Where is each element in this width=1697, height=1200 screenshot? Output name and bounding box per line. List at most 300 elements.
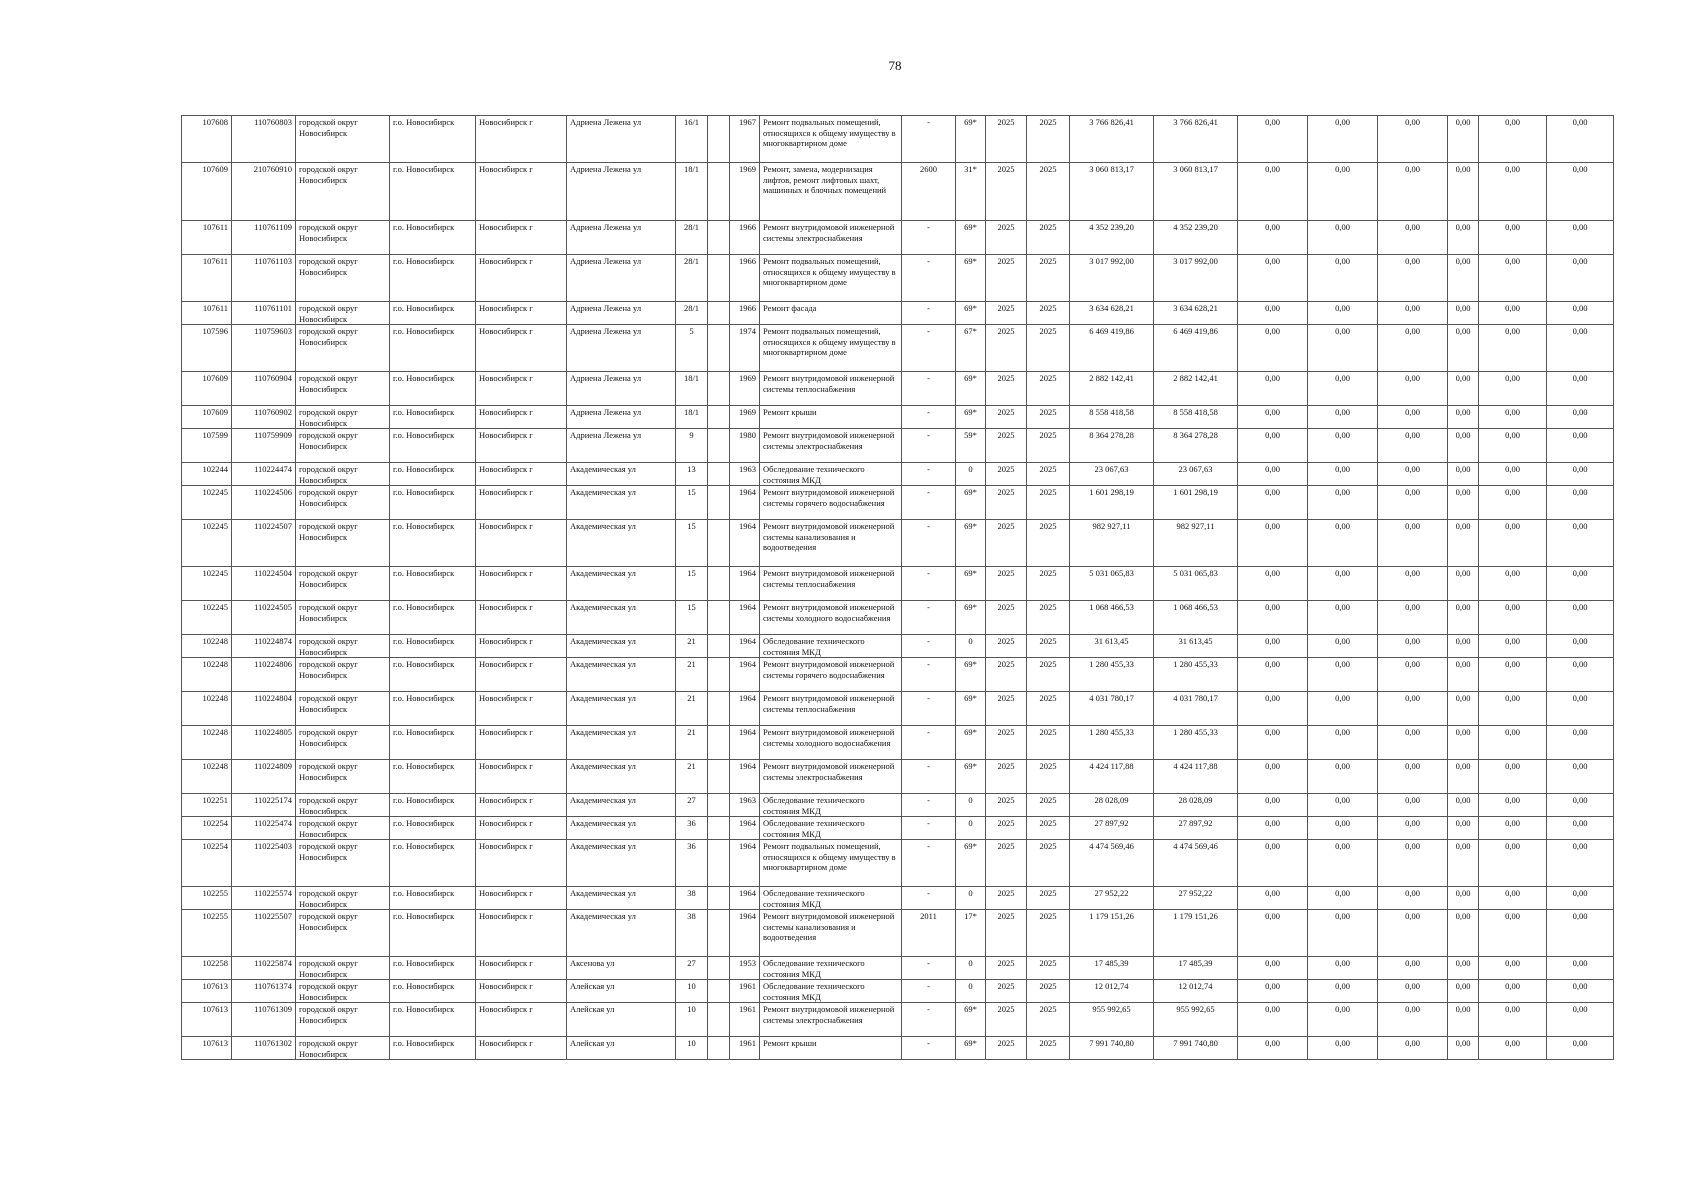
table-cell: 0,00 [1308, 302, 1378, 325]
table-cell: Новосибирск г [476, 601, 567, 635]
table-cell: - [902, 957, 956, 980]
table-cell: 0,00 [1448, 658, 1479, 692]
table-row [182, 486, 1614, 520]
table-cell: г.о. Новосибирск [390, 486, 476, 520]
table-cell: 2025 [1027, 302, 1070, 325]
table-cell: 28/1 [676, 221, 708, 255]
table-cell: Новосибирск г [476, 163, 567, 221]
table-cell: Ремонт внутридомовой инженерной системы канализования и водоотведения [760, 520, 902, 567]
table-cell: 23 067,63 [1070, 463, 1154, 486]
table-cell: 0,00 [1479, 520, 1547, 567]
table-cell [708, 635, 730, 658]
table-cell: 4 352 239,20 [1154, 221, 1238, 255]
page-number: 78 [888, 58, 902, 73]
table-cell: 0,00 [1479, 372, 1547, 406]
table-cell: 0,00 [1378, 1037, 1448, 1060]
table-cell [708, 372, 730, 406]
table-cell: 0,00 [1238, 372, 1308, 406]
table-cell: Новосибирск г [476, 817, 567, 840]
table-cell: 1 280 455,33 [1070, 658, 1154, 692]
table-cell: 0,00 [1479, 1037, 1547, 1060]
table-cell: городской округ Новосибирск [296, 760, 390, 794]
table-cell: Академическая ул [567, 601, 676, 635]
table-row [182, 163, 1614, 221]
table-cell: 1964 [730, 567, 760, 601]
table-cell: г.о. Новосибирск [390, 163, 476, 221]
table-cell: 69* [956, 406, 986, 429]
table-cell: 0,00 [1448, 601, 1479, 635]
table-cell: 0,00 [1547, 567, 1614, 601]
table-cell: 0,00 [1238, 406, 1308, 429]
table-cell: городской округ Новосибирск [296, 840, 390, 887]
table-cell: 2025 [1027, 372, 1070, 406]
table-row [182, 221, 1614, 255]
table-cell: 0,00 [1378, 163, 1448, 221]
table-cell: 110224506 [232, 486, 296, 520]
table-cell: 0,00 [1378, 221, 1448, 255]
table-cell: 2025 [1027, 255, 1070, 302]
table-cell: 0,00 [1448, 692, 1479, 726]
table-cell: 107609 [182, 406, 232, 429]
table-cell: Ремонт внутридомовой инженерной системы электроснабжения [760, 1003, 902, 1037]
table-cell: 2025 [986, 116, 1027, 163]
table-cell: Академическая ул [567, 658, 676, 692]
table-cell: 0,00 [1378, 601, 1448, 635]
table-cell: г.о. Новосибирск [390, 840, 476, 887]
table-cell: г.о. Новосибирск [390, 1003, 476, 1037]
table-cell: 69* [956, 840, 986, 887]
table-cell: 1964 [730, 760, 760, 794]
table-cell: 2025 [986, 372, 1027, 406]
table-cell: 1964 [730, 635, 760, 658]
table-cell: Академическая ул [567, 520, 676, 567]
table-cell: Новосибирск г [476, 1003, 567, 1037]
table-cell: 69* [956, 255, 986, 302]
table-cell: Новосибирск г [476, 406, 567, 429]
table-row [182, 817, 1614, 840]
table-cell: - [902, 520, 956, 567]
table-cell: 2025 [986, 463, 1027, 486]
table-cell: 0,00 [1448, 486, 1479, 520]
table-cell: Адриена Лежена ул [567, 325, 676, 372]
table-cell: 1 601 298,19 [1154, 486, 1238, 520]
table-cell: 1 179 151,26 [1070, 910, 1154, 957]
table-cell: - [902, 429, 956, 463]
table-cell [708, 520, 730, 567]
table-cell: 1969 [730, 163, 760, 221]
table-cell: 0,00 [1378, 910, 1448, 957]
table-cell: - [902, 658, 956, 692]
table-cell: 8 364 278,28 [1154, 429, 1238, 463]
table-cell: Новосибирск г [476, 302, 567, 325]
table-cell: 0 [956, 794, 986, 817]
table-cell: - [902, 794, 956, 817]
table-cell: 4 474 569,46 [1154, 840, 1238, 887]
table-cell: Новосибирск г [476, 910, 567, 957]
table-cell: 0,00 [1448, 794, 1479, 817]
table-cell: 107613 [182, 980, 232, 1003]
table-cell: 3 060 813,17 [1154, 163, 1238, 221]
table-cell: 23 067,63 [1154, 463, 1238, 486]
table-cell: 110760803 [232, 116, 296, 163]
table-cell: 0,00 [1547, 887, 1614, 910]
table-cell: 3 634 628,21 [1154, 302, 1238, 325]
table-cell: 2025 [986, 486, 1027, 520]
table-cell: 0,00 [1547, 486, 1614, 520]
table-cell: Ремонт подвальных помещений, относящихся к общему имуществу в многоквартирном доме [760, 840, 902, 887]
table-cell: городской округ Новосибирск [296, 486, 390, 520]
table-cell: 210760910 [232, 163, 296, 221]
table-cell: 0,00 [1238, 910, 1308, 957]
table-cell: - [902, 406, 956, 429]
table-cell: 13 [676, 463, 708, 486]
table-row [182, 1037, 1614, 1060]
table-cell: 0,00 [1238, 957, 1308, 980]
table-cell: г.о. Новосибирск [390, 887, 476, 910]
table-cell: 2025 [986, 840, 1027, 887]
table-cell: Новосибирск г [476, 887, 567, 910]
table-cell: 0,00 [1308, 221, 1378, 255]
table-cell: 18/1 [676, 372, 708, 406]
table-cell: 110224474 [232, 463, 296, 486]
table-cell: 0,00 [1238, 601, 1308, 635]
table-cell: 0,00 [1448, 957, 1479, 980]
table-cell [708, 692, 730, 726]
table-cell: 1964 [730, 817, 760, 840]
table-cell: городской округ Новосибирск [296, 957, 390, 980]
table-cell: 110224809 [232, 760, 296, 794]
table-cell: 0,00 [1308, 1037, 1378, 1060]
table-row [182, 372, 1614, 406]
table-row [182, 887, 1614, 910]
table-cell: 102258 [182, 957, 232, 980]
table-cell: 0 [956, 957, 986, 980]
table-row [182, 1003, 1614, 1037]
table-cell: 1964 [730, 692, 760, 726]
table-cell: 0,00 [1448, 1037, 1479, 1060]
table-cell: 0,00 [1448, 302, 1479, 325]
table-row [182, 567, 1614, 601]
table-cell: Новосибирск г [476, 794, 567, 817]
table-cell: 0,00 [1238, 1037, 1308, 1060]
table-cell: 2025 [1027, 794, 1070, 817]
table-cell: 2025 [986, 957, 1027, 980]
table-cell: Академическая ул [567, 486, 676, 520]
table-cell: 17 485,39 [1070, 957, 1154, 980]
table-row [182, 794, 1614, 817]
table-cell: 28/1 [676, 302, 708, 325]
table-cell: 69* [956, 520, 986, 567]
table-cell: Алейская ул [567, 1037, 676, 1060]
table-cell: 0,00 [1238, 658, 1308, 692]
table-cell: 0,00 [1448, 463, 1479, 486]
table-cell: 17* [956, 910, 986, 957]
table-cell: Новосибирск г [476, 325, 567, 372]
table-cell: Адриена Лежена ул [567, 302, 676, 325]
table-cell: Обследование технического состояния МКД [760, 794, 902, 817]
table-cell: 102245 [182, 567, 232, 601]
table-cell: 110224874 [232, 635, 296, 658]
table-body [182, 116, 1614, 1060]
table-cell: 0,00 [1238, 221, 1308, 255]
table-cell: 0,00 [1479, 302, 1547, 325]
table-cell: Новосибирск г [476, 692, 567, 726]
table-cell: 0,00 [1547, 760, 1614, 794]
table-cell: 0,00 [1448, 567, 1479, 601]
table-cell: городской округ Новосибирск [296, 221, 390, 255]
table-cell [708, 116, 730, 163]
table-cell: 31 613,45 [1154, 635, 1238, 658]
table-cell: 12 012,74 [1070, 980, 1154, 1003]
table-cell: 0,00 [1448, 726, 1479, 760]
table-cell: 982 927,11 [1154, 520, 1238, 567]
table-cell: 0,00 [1308, 726, 1378, 760]
table-cell: Ремонт крыши [760, 406, 902, 429]
table-cell: 0,00 [1448, 325, 1479, 372]
table-cell: 0,00 [1547, 1037, 1614, 1060]
table-cell [708, 726, 730, 760]
table-cell: г.о. Новосибирск [390, 635, 476, 658]
table-cell [708, 957, 730, 980]
table-cell: 110760902 [232, 406, 296, 429]
table-cell: 0,00 [1479, 726, 1547, 760]
table-cell: городской округ Новосибирск [296, 887, 390, 910]
table-cell: Адриена Лежена ул [567, 163, 676, 221]
table-cell: 107611 [182, 302, 232, 325]
table-cell: г.о. Новосибирск [390, 406, 476, 429]
table-cell: 0,00 [1308, 980, 1378, 1003]
table-cell: 2025 [1027, 221, 1070, 255]
table-row [182, 116, 1614, 163]
table-cell: Ремонт внутридомовой инженерной системы теплоснабжения [760, 372, 902, 406]
table-cell: 69* [956, 302, 986, 325]
table-cell: 28 028,09 [1070, 794, 1154, 817]
table-cell: 0,00 [1308, 116, 1378, 163]
table-cell: Ремонт подвальных помещений, относящихся к общему имуществу в многоквартирном доме [760, 325, 902, 372]
table-cell: 0,00 [1479, 429, 1547, 463]
table-cell: 110759909 [232, 429, 296, 463]
table-cell: 0,00 [1479, 406, 1547, 429]
table-cell: 0,00 [1547, 980, 1614, 1003]
table-cell: 2025 [1027, 887, 1070, 910]
table-cell: 27 897,92 [1154, 817, 1238, 840]
table-cell: - [902, 980, 956, 1003]
table-cell: г.о. Новосибирск [390, 760, 476, 794]
table-cell: 0,00 [1238, 692, 1308, 726]
table-cell [708, 887, 730, 910]
table-cell: 2025 [1027, 817, 1070, 840]
table-cell: 2025 [986, 255, 1027, 302]
table-cell: Новосибирск г [476, 372, 567, 406]
table-cell: 0,00 [1308, 463, 1378, 486]
table-cell: 0,00 [1479, 817, 1547, 840]
table-cell: 0,00 [1479, 635, 1547, 658]
table-row [182, 302, 1614, 325]
table-cell: 1964 [730, 887, 760, 910]
table-cell: 1964 [730, 726, 760, 760]
table-cell: 2025 [1027, 1003, 1070, 1037]
table-cell: 69* [956, 726, 986, 760]
table-cell: 0 [956, 463, 986, 486]
table-cell: 0,00 [1378, 957, 1448, 980]
table-cell: 0,00 [1308, 794, 1378, 817]
table-cell: 0,00 [1448, 163, 1479, 221]
table-cell: 0,00 [1547, 163, 1614, 221]
table-cell: 2 882 142,41 [1154, 372, 1238, 406]
table-cell: Академическая ул [567, 692, 676, 726]
table-cell: г.о. Новосибирск [390, 221, 476, 255]
table-cell: городской округ Новосибирск [296, 692, 390, 726]
table-cell: 0,00 [1308, 429, 1378, 463]
table-cell: 0,00 [1378, 325, 1448, 372]
table-cell: 0,00 [1448, 1003, 1479, 1037]
table-cell: 2025 [986, 726, 1027, 760]
table-cell: 28/1 [676, 255, 708, 302]
table-cell: 0,00 [1308, 692, 1378, 726]
table-cell: 0,00 [1479, 957, 1547, 980]
table-row [182, 692, 1614, 726]
table-cell: 0 [956, 635, 986, 658]
table-cell: 102245 [182, 520, 232, 567]
table-cell: 1964 [730, 658, 760, 692]
table-cell: г.о. Новосибирск [390, 255, 476, 302]
table-cell: городской округ Новосибирск [296, 429, 390, 463]
table-cell: городской округ Новосибирск [296, 372, 390, 406]
table-cell: городской округ Новосибирск [296, 163, 390, 221]
table-cell [708, 221, 730, 255]
table-cell: г.о. Новосибирск [390, 794, 476, 817]
table-cell: городской округ Новосибирск [296, 406, 390, 429]
table-cell: 69* [956, 1003, 986, 1037]
table-cell: Ремонт фасада [760, 302, 902, 325]
table-cell: 18/1 [676, 163, 708, 221]
table-cell: Адриена Лежена ул [567, 429, 676, 463]
table-cell: Ремонт внутридомовой инженерной системы холодного водоснабжения [760, 726, 902, 760]
table-cell: 3 060 813,17 [1070, 163, 1154, 221]
table-cell: 27 897,92 [1070, 817, 1154, 840]
table-cell: 0,00 [1479, 325, 1547, 372]
table-cell: Академическая ул [567, 887, 676, 910]
table-cell: 0,00 [1448, 635, 1479, 658]
table-row [182, 601, 1614, 635]
table-cell: 1980 [730, 429, 760, 463]
table-cell: 0,00 [1547, 325, 1614, 372]
table-cell: 0 [956, 980, 986, 1003]
table-cell: - [902, 463, 956, 486]
table-cell: 2025 [986, 325, 1027, 372]
table-cell: 110224507 [232, 520, 296, 567]
table-row [182, 760, 1614, 794]
table-cell: 2025 [986, 817, 1027, 840]
table-cell: - [902, 325, 956, 372]
table-cell: 1953 [730, 957, 760, 980]
table-cell: Обследование технического состояния МКД [760, 957, 902, 980]
table-cell: Академическая ул [567, 726, 676, 760]
table-cell: 2025 [986, 760, 1027, 794]
table-cell: 0,00 [1448, 255, 1479, 302]
table-cell: 110225874 [232, 957, 296, 980]
table-cell: 21 [676, 760, 708, 794]
table-cell: 0,00 [1448, 116, 1479, 163]
table-cell: 0,00 [1479, 255, 1547, 302]
table-cell [708, 486, 730, 520]
table-cell: 1 280 455,33 [1070, 726, 1154, 760]
table-cell: 2025 [986, 658, 1027, 692]
table-cell: 59* [956, 429, 986, 463]
table-cell: 0,00 [1378, 372, 1448, 406]
table-cell [708, 406, 730, 429]
table-cell: 2025 [1027, 1037, 1070, 1060]
table-cell: 0,00 [1308, 255, 1378, 302]
table-cell: 1969 [730, 372, 760, 406]
table-cell: 107609 [182, 163, 232, 221]
table-cell: - [902, 567, 956, 601]
table-cell: 2025 [1027, 840, 1070, 887]
table-cell: городской округ Новосибирск [296, 910, 390, 957]
table-cell: 110761374 [232, 980, 296, 1003]
table-cell: 0,00 [1547, 372, 1614, 406]
table-cell: 69* [956, 692, 986, 726]
table-cell: 982 927,11 [1070, 520, 1154, 567]
table-cell [708, 817, 730, 840]
table-cell: 69* [956, 658, 986, 692]
table-cell: Аксенова ул [567, 957, 676, 980]
table-row [182, 840, 1614, 887]
table-cell: 110225174 [232, 794, 296, 817]
table-cell: 0,00 [1479, 463, 1547, 486]
table-cell: 16/1 [676, 116, 708, 163]
table-cell: 0,00 [1238, 726, 1308, 760]
table-cell: 0,00 [1479, 658, 1547, 692]
table-cell: 0,00 [1378, 302, 1448, 325]
table-cell: городской округ Новосибирск [296, 794, 390, 817]
table-cell: - [902, 1037, 956, 1060]
table-cell: 8 558 418,58 [1070, 406, 1154, 429]
table-cell: 3 017 992,00 [1070, 255, 1154, 302]
table-cell: г.о. Новосибирск [390, 325, 476, 372]
table-cell: - [902, 601, 956, 635]
table-cell: 0,00 [1547, 255, 1614, 302]
table-cell: 0,00 [1479, 887, 1547, 910]
table-cell: Новосибирск г [476, 486, 567, 520]
table-cell: 110224505 [232, 601, 296, 635]
table-cell: 0,00 [1479, 794, 1547, 817]
table-cell: 0,00 [1238, 635, 1308, 658]
table-cell: 0,00 [1308, 372, 1378, 406]
table-cell: городской округ Новосибирск [296, 980, 390, 1003]
table-cell: 2025 [986, 406, 1027, 429]
table-cell: 27 952,22 [1070, 887, 1154, 910]
table-cell: 0,00 [1308, 887, 1378, 910]
table-cell: 0,00 [1308, 840, 1378, 887]
table-cell: 0,00 [1448, 980, 1479, 1003]
table-cell: 0,00 [1547, 794, 1614, 817]
table-cell: 2025 [1027, 957, 1070, 980]
table-cell: Адриена Лежена ул [567, 116, 676, 163]
table-cell: 0,00 [1448, 520, 1479, 567]
table-cell: 9 [676, 429, 708, 463]
table-cell: - [902, 116, 956, 163]
table-cell [708, 429, 730, 463]
table-cell [708, 658, 730, 692]
table-cell: 15 [676, 486, 708, 520]
table-cell: 38 [676, 887, 708, 910]
table-cell: 0,00 [1308, 658, 1378, 692]
table-cell: - [902, 726, 956, 760]
table-cell: 1966 [730, 221, 760, 255]
table-cell: 2025 [1027, 116, 1070, 163]
table-cell: 2025 [986, 1003, 1027, 1037]
